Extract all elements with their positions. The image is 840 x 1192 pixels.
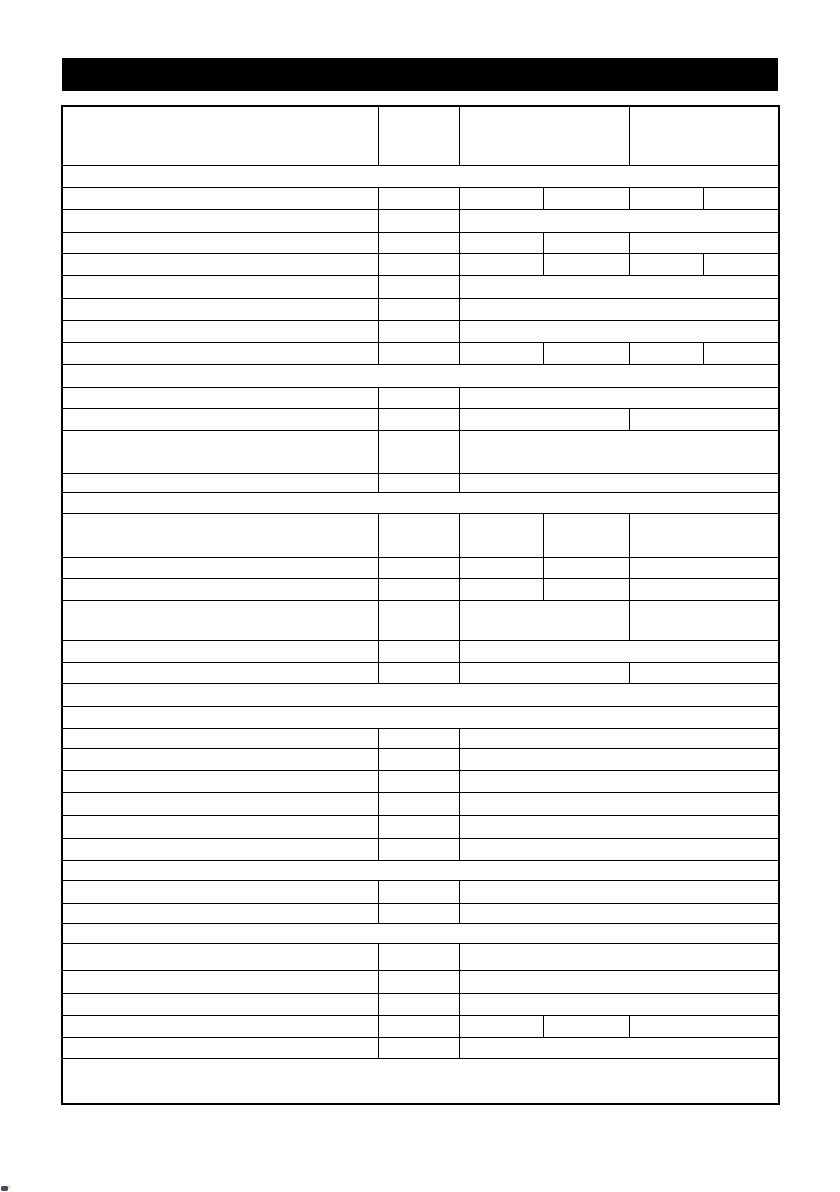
table-cell xyxy=(63,321,379,342)
table-cell xyxy=(63,233,379,253)
table-cell xyxy=(63,904,379,923)
table-cell xyxy=(379,321,460,342)
table-row xyxy=(63,431,778,474)
table-cell xyxy=(630,558,778,578)
table-cell xyxy=(63,793,379,815)
table-row xyxy=(63,881,778,904)
table-cell xyxy=(460,793,778,815)
table-cell xyxy=(630,188,704,209)
table-row xyxy=(63,514,778,558)
table-row xyxy=(63,579,778,601)
section-row-cell xyxy=(63,707,778,728)
table-cell xyxy=(460,663,630,683)
table-cell xyxy=(379,771,460,792)
table-cell xyxy=(379,343,460,364)
table-cell xyxy=(460,188,544,209)
table-cell xyxy=(379,558,460,578)
table-row xyxy=(63,1038,778,1059)
table-cell xyxy=(460,321,778,342)
table-cell xyxy=(460,431,778,473)
table-cell xyxy=(460,839,778,860)
table-cell xyxy=(460,771,778,792)
table-cell xyxy=(704,254,778,275)
table-row xyxy=(63,474,778,493)
table-cell xyxy=(630,663,778,683)
table-cell xyxy=(704,188,778,209)
table-cell xyxy=(379,1038,460,1058)
table-row xyxy=(63,663,778,684)
table-cell xyxy=(379,107,460,165)
table-cell xyxy=(63,299,379,320)
table-cell xyxy=(63,1016,379,1037)
table-cell xyxy=(544,233,630,253)
table-row xyxy=(63,493,778,514)
table-cell xyxy=(63,254,379,275)
table-cell xyxy=(460,641,778,662)
table-cell xyxy=(460,558,544,578)
table-cell xyxy=(379,388,460,408)
table-cell xyxy=(379,641,460,662)
table-row xyxy=(63,233,778,254)
table-cell xyxy=(460,409,630,430)
section-row-cell xyxy=(63,493,778,513)
table-cell xyxy=(63,749,379,770)
table-cell xyxy=(379,1016,460,1037)
table-cell xyxy=(460,276,778,298)
table-cell xyxy=(379,233,460,253)
table-cell xyxy=(379,749,460,770)
table-row xyxy=(63,299,778,321)
table-cell xyxy=(63,839,379,860)
table-cell xyxy=(379,601,460,640)
table-row xyxy=(63,321,778,343)
table-cell xyxy=(460,749,778,770)
table-cell xyxy=(460,1038,778,1058)
table-cell xyxy=(460,254,544,275)
table-cell xyxy=(379,474,460,492)
section-row-cell xyxy=(63,684,778,706)
table-cell xyxy=(460,729,778,748)
table-row xyxy=(63,210,778,233)
table-cell xyxy=(460,210,778,232)
table-cell xyxy=(63,558,379,578)
table-row xyxy=(63,944,778,971)
table-row xyxy=(63,924,778,944)
table-cell xyxy=(379,971,460,993)
table-cell xyxy=(630,343,704,364)
section-row-cell xyxy=(63,924,778,943)
table-cell xyxy=(379,299,460,320)
table-cell xyxy=(63,188,379,209)
table-cell xyxy=(63,107,379,165)
table-cell xyxy=(63,994,379,1015)
table-row xyxy=(63,684,778,707)
table-cell xyxy=(379,188,460,209)
table-cell xyxy=(460,944,778,970)
table-cell xyxy=(379,579,460,600)
table-cell xyxy=(460,579,544,600)
table-cell xyxy=(630,1016,778,1037)
table-cell xyxy=(630,254,704,275)
table-cell xyxy=(460,343,544,364)
table-cell xyxy=(544,1016,630,1037)
table-cell xyxy=(630,233,778,253)
table-cell xyxy=(379,210,460,232)
table-cell xyxy=(63,431,379,473)
table-cell xyxy=(460,904,778,923)
table-cell xyxy=(63,474,379,492)
table-cell xyxy=(63,729,379,748)
table-row xyxy=(63,558,778,579)
table-cell xyxy=(379,409,460,430)
table-cell xyxy=(63,641,379,662)
table-cell xyxy=(63,944,379,970)
table-cell xyxy=(544,188,630,209)
table-cell xyxy=(379,514,460,557)
section-row-cell xyxy=(63,1059,778,1103)
table-cell xyxy=(63,388,379,408)
table-row xyxy=(63,388,778,409)
table-cell xyxy=(379,816,460,838)
section-row-cell xyxy=(63,365,778,387)
table-row xyxy=(63,276,778,299)
table-cell xyxy=(630,579,778,600)
table-row xyxy=(63,188,778,210)
table-cell xyxy=(460,1016,544,1037)
table-cell xyxy=(460,388,778,408)
table-cell xyxy=(544,558,630,578)
table-row xyxy=(63,707,778,729)
table-cell xyxy=(544,579,630,600)
table-cell xyxy=(63,579,379,600)
section-row-cell xyxy=(63,861,778,880)
table-cell xyxy=(460,601,630,640)
table-cell xyxy=(63,771,379,792)
table-cell xyxy=(460,971,778,993)
table-cell xyxy=(460,994,778,1015)
table-cell xyxy=(379,254,460,275)
table-cell xyxy=(630,107,778,165)
table-cell xyxy=(63,514,379,557)
table-cell xyxy=(63,971,379,993)
table-cell xyxy=(544,343,630,364)
table-row xyxy=(63,409,778,431)
table-cell xyxy=(460,107,630,165)
table-row xyxy=(63,793,778,816)
table-cell xyxy=(379,944,460,970)
table-cell xyxy=(379,431,460,473)
table-row xyxy=(63,839,778,861)
table-cell xyxy=(460,299,778,320)
table-cell xyxy=(379,729,460,748)
table-cell xyxy=(460,514,544,557)
table-cell xyxy=(379,663,460,683)
table-row xyxy=(63,1016,778,1038)
table-row xyxy=(63,365,778,388)
table-row xyxy=(63,343,778,365)
table-row xyxy=(63,107,778,166)
table-cell xyxy=(63,409,379,430)
table-row xyxy=(63,816,778,839)
table-cell xyxy=(460,816,778,838)
table-cell xyxy=(379,276,460,298)
table-cell xyxy=(379,793,460,815)
table-cell xyxy=(630,514,778,557)
title-bar xyxy=(62,58,778,91)
table-row xyxy=(63,994,778,1016)
table-cell xyxy=(704,343,778,364)
table-cell xyxy=(379,904,460,923)
table-cell xyxy=(63,1038,379,1058)
corner-smudge-artifact xyxy=(1,1185,11,1191)
table-row xyxy=(63,254,778,276)
table-row xyxy=(63,904,778,924)
table-cell xyxy=(630,601,778,640)
spec-table xyxy=(61,105,780,1105)
table-row xyxy=(63,749,778,771)
table-row xyxy=(63,166,778,188)
table-row xyxy=(63,771,778,793)
table-cell xyxy=(63,881,379,903)
table-row xyxy=(63,641,778,663)
table-row xyxy=(63,1059,778,1103)
table-cell xyxy=(460,474,778,492)
table-cell xyxy=(460,881,778,903)
table-cell xyxy=(63,276,379,298)
table-row xyxy=(63,729,778,749)
section-row-cell xyxy=(63,166,778,187)
smudge-dot-icon xyxy=(1,1186,8,1191)
table-cell xyxy=(379,839,460,860)
table-cell xyxy=(63,343,379,364)
table-cell xyxy=(63,210,379,232)
table-cell xyxy=(460,233,544,253)
table-cell xyxy=(63,601,379,640)
table-row xyxy=(63,601,778,641)
table-cell xyxy=(63,816,379,838)
table-cell xyxy=(379,994,460,1015)
table-cell xyxy=(544,514,630,557)
table-cell xyxy=(544,254,630,275)
table-row xyxy=(63,971,778,994)
table-row xyxy=(63,861,778,881)
table-cell xyxy=(630,409,778,430)
table-cell xyxy=(379,881,460,903)
table-cell xyxy=(63,663,379,683)
